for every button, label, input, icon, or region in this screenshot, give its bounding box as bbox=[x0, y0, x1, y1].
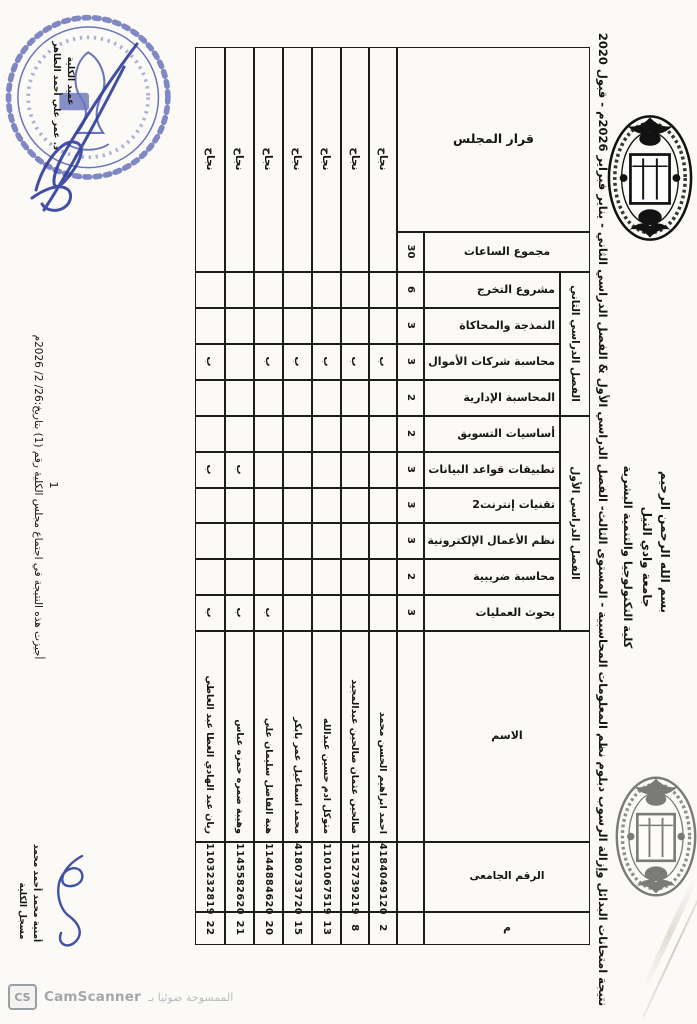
grade-cell-text bbox=[226, 345, 252, 378]
grade-cell-text bbox=[313, 309, 339, 342]
decision-cell-text: نجاح bbox=[349, 147, 361, 171]
id-header bbox=[424, 842, 590, 912]
serial-header-text: م bbox=[503, 922, 511, 934]
grade-cell-text bbox=[226, 489, 252, 521]
student-id-cell-text: 4184049120 bbox=[377, 843, 388, 916]
course-name-cell-text: أساسيات التسويق bbox=[457, 427, 555, 440]
grade-cell bbox=[312, 523, 341, 559]
course-hours-cell bbox=[397, 380, 424, 416]
grade-cell bbox=[225, 523, 254, 559]
student-id-cell bbox=[283, 842, 312, 916]
grade-cell bbox=[225, 344, 254, 380]
student-name-cell bbox=[254, 631, 283, 842]
grade-cell bbox=[195, 416, 225, 452]
grade-cell-text bbox=[226, 417, 252, 450]
grade-cell bbox=[341, 308, 369, 344]
student-serial-cell-text: 22 bbox=[204, 920, 215, 936]
grade-cell-text bbox=[313, 489, 339, 521]
grade-cell bbox=[254, 380, 283, 416]
grade-cell-text bbox=[342, 489, 367, 521]
grade-cell-text bbox=[255, 381, 281, 414]
grade-cell bbox=[225, 595, 254, 631]
grade-cell-text bbox=[196, 381, 223, 414]
total-hours-header bbox=[424, 232, 590, 272]
student-serial-cell-text: 20 bbox=[263, 920, 274, 936]
grade-cell bbox=[369, 595, 397, 631]
course-hours-cell-text: 2 bbox=[405, 394, 416, 401]
grade-cell-text: ب bbox=[263, 607, 274, 618]
total-hours-header-text: مجموع الساعات bbox=[463, 245, 551, 258]
grade-cell-text bbox=[255, 309, 281, 342]
grade-cell bbox=[369, 272, 397, 308]
grade-cell bbox=[341, 559, 369, 595]
course-name-cell bbox=[424, 452, 560, 488]
grade-cell-text bbox=[196, 524, 223, 557]
result-title-line bbox=[593, 32, 613, 1007]
decision-cell bbox=[283, 47, 312, 272]
grade-cell-text: ب bbox=[234, 607, 245, 618]
student-name-cell-text: احمد ابراهيم الحسن محمد bbox=[377, 711, 388, 834]
student-id-cell-text: 1145582620 bbox=[234, 843, 245, 916]
registrar-name-line-text: أمنية محمد أحمد محمد bbox=[31, 843, 41, 943]
grade-cell-text bbox=[370, 453, 395, 486]
basmala-line-text: بسم الله الرحمن الرحيم bbox=[658, 470, 672, 613]
course-name-cell-text: محاسبة ضريبية bbox=[473, 570, 555, 583]
course-hours-cell bbox=[397, 523, 424, 559]
basmala-line bbox=[655, 470, 674, 613]
registrar-title-line bbox=[15, 880, 28, 942]
serial-header bbox=[424, 912, 590, 945]
registrar-signature bbox=[40, 848, 95, 948]
student-id-cell bbox=[369, 842, 397, 916]
grade-cell bbox=[341, 488, 369, 523]
grade-cell-text bbox=[313, 453, 339, 486]
grade-cell bbox=[283, 559, 312, 595]
course-hours-cell-text: 6 bbox=[405, 286, 416, 293]
grade-cell bbox=[254, 595, 283, 631]
grade-cell bbox=[341, 452, 369, 488]
student-serial-cell bbox=[254, 912, 283, 945]
name-header-text: الاسم bbox=[491, 729, 523, 742]
registrar-name-line bbox=[29, 843, 42, 943]
decision-cell-text: نجاح bbox=[233, 147, 245, 171]
grade-cell-text bbox=[342, 381, 367, 414]
student-name-cell-text: هبة الفاضل سليمان علي bbox=[263, 717, 274, 834]
grade-cell-text bbox=[313, 524, 339, 557]
student-id-cell-text: 1152739219 bbox=[349, 843, 360, 916]
grade-cell-text bbox=[196, 273, 223, 306]
grade-cell-text bbox=[370, 309, 395, 342]
grade-cell bbox=[312, 416, 341, 452]
grade-cell-text bbox=[370, 596, 395, 629]
grade-cell-text bbox=[313, 596, 339, 629]
grade-cell-text bbox=[370, 489, 395, 521]
approval-line-text: أجيزت هذه النتيجة في اجتماع مجلس الكلية رقم (1) بتاريخ:26/ 2/ 2026م bbox=[32, 334, 44, 660]
decision-cell bbox=[254, 47, 283, 272]
grade-cell bbox=[254, 416, 283, 452]
student-serial-cell bbox=[369, 912, 397, 945]
grade-cell bbox=[225, 488, 254, 523]
grade-cell bbox=[254, 344, 283, 380]
grade-cell-text bbox=[370, 273, 395, 306]
course-name-cell-text: المحاسبة الإدارية bbox=[463, 391, 555, 404]
grade-cell-text bbox=[284, 381, 310, 414]
grade-cell-text bbox=[284, 309, 310, 342]
grade-cell bbox=[195, 595, 225, 631]
decision-cell bbox=[312, 47, 341, 272]
grade-cell bbox=[369, 452, 397, 488]
course-name-cell-text: بحوث العمليات bbox=[475, 606, 555, 619]
registrar-title-line-text: مسجل الكلية bbox=[17, 882, 27, 940]
university-line bbox=[638, 487, 656, 627]
grade-cell bbox=[254, 272, 283, 308]
student-name-cell-text: محمد اسماعيل عمر بابكر bbox=[292, 717, 303, 834]
student-name-cell-text: صالحين عثمان صالحين عبدالمجيد bbox=[349, 679, 360, 834]
grade-cell bbox=[195, 523, 225, 559]
student-name-cell bbox=[341, 631, 369, 842]
grade-cell bbox=[341, 416, 369, 452]
grade-cell bbox=[369, 380, 397, 416]
grade-cell bbox=[312, 344, 341, 380]
student-serial-cell bbox=[341, 912, 369, 945]
student-serial-cell bbox=[225, 912, 254, 945]
grade-cell-text bbox=[313, 381, 339, 414]
grade-cell bbox=[225, 452, 254, 488]
semester-1-label-text: الفصل الدراسي الأول bbox=[569, 466, 581, 580]
id-header-text: الرقم الجامعى bbox=[469, 870, 545, 882]
student-name-cell-text: ريان عبد الهادي العطا عبد العاطي bbox=[204, 675, 215, 834]
course-hours-cell bbox=[397, 595, 424, 631]
grade-cell-text: ب bbox=[234, 464, 245, 475]
grade-cell bbox=[341, 595, 369, 631]
grade-cell-text bbox=[284, 560, 310, 593]
grade-cell-text bbox=[255, 417, 281, 450]
student-name-cell bbox=[369, 631, 397, 842]
grade-cell bbox=[312, 488, 341, 523]
grade-cell-text bbox=[226, 524, 252, 557]
grade-cell bbox=[312, 452, 341, 488]
grade-cell bbox=[254, 488, 283, 523]
course-hours-cell-text: 3 bbox=[405, 609, 416, 616]
grade-cell-text: ب bbox=[263, 356, 274, 367]
grade-cell bbox=[341, 523, 369, 559]
student-serial-cell bbox=[283, 912, 312, 945]
grade-cell-text bbox=[313, 560, 339, 593]
total-hours-value bbox=[397, 232, 424, 272]
grade-cell-text bbox=[313, 273, 339, 306]
course-hours-cell-text: 2 bbox=[405, 430, 416, 437]
course-hours-cell-text: 2 bbox=[405, 573, 416, 580]
grade-cell-text bbox=[226, 560, 252, 593]
dean-signature bbox=[12, 32, 162, 212]
decision-cell-text: نجاح bbox=[377, 147, 389, 171]
grade-cell-text bbox=[370, 560, 395, 593]
total-hours-value-text: 30 bbox=[405, 244, 416, 259]
council-decision-header-text: قرار المجلس bbox=[453, 131, 534, 146]
grade-cell bbox=[341, 380, 369, 416]
grade-cell-text bbox=[226, 309, 252, 342]
course-name-cell bbox=[424, 272, 560, 308]
hours-col-spacer-names bbox=[397, 631, 424, 842]
grade-cell bbox=[312, 595, 341, 631]
camscanner-brand-text: CamScanner bbox=[44, 989, 141, 1005]
dean-name-line bbox=[49, 38, 63, 153]
grade-cell bbox=[312, 308, 341, 344]
student-id-cell bbox=[254, 842, 283, 916]
grade-cell bbox=[225, 559, 254, 595]
result-title-line-text: نتيجة امتحانات البدائل وإزالة الرسوب دبلوم نظم المعلومات المحاسبية - المستوى الثالث- الفصل الدراسي الأول & الفصل الدراسي الثاني - يناير فبراير 2026م - قبول 2020 bbox=[596, 32, 610, 1007]
grade-cell bbox=[369, 308, 397, 344]
course-hours-cell bbox=[397, 308, 424, 344]
university-line-text: جامعة وادي النيل bbox=[640, 506, 654, 608]
grade-cell bbox=[283, 308, 312, 344]
dean-title-line bbox=[63, 46, 76, 116]
grade-cell bbox=[254, 559, 283, 595]
grade-cell bbox=[283, 380, 312, 416]
grade-cell-text bbox=[255, 489, 281, 521]
grade-cell-text bbox=[255, 560, 281, 593]
semester-1-label bbox=[560, 416, 590, 631]
course-name-cell bbox=[424, 595, 560, 631]
scan-crease-line bbox=[642, 881, 697, 1018]
grade-cell-text: ب bbox=[377, 356, 388, 367]
course-hours-cell bbox=[397, 272, 424, 308]
grade-cell bbox=[369, 488, 397, 523]
decision-cell-text: نجاح bbox=[262, 147, 274, 171]
student-name-cell-text: وهيبة ضمره حمزه عباس bbox=[234, 719, 245, 834]
grade-cell bbox=[195, 380, 225, 416]
student-name-cell bbox=[225, 631, 254, 842]
approval-line bbox=[29, 322, 47, 672]
course-name-cell-text: النمذجة والمحاكاة bbox=[459, 319, 555, 332]
grade-cell bbox=[369, 416, 397, 452]
grade-cell bbox=[195, 344, 225, 380]
decision-cell bbox=[369, 47, 397, 272]
student-serial-cell-text: 15 bbox=[292, 920, 303, 936]
grade-cell-text: ب bbox=[292, 356, 303, 367]
grade-cell bbox=[341, 272, 369, 308]
grade-cell bbox=[225, 380, 254, 416]
student-serial-cell-text: 8 bbox=[349, 924, 360, 932]
course-hours-cell bbox=[397, 559, 424, 595]
grade-cell-text: ب bbox=[204, 464, 215, 475]
grade-cell-text bbox=[284, 273, 310, 306]
grade-cell bbox=[283, 344, 312, 380]
grade-cell bbox=[312, 380, 341, 416]
grade-cell bbox=[195, 559, 225, 595]
grade-cell-text bbox=[284, 596, 310, 629]
semester-2-label bbox=[560, 272, 590, 416]
student-id-cell bbox=[225, 842, 254, 916]
grade-cell-text bbox=[342, 273, 367, 306]
grade-cell bbox=[369, 523, 397, 559]
decision-cell bbox=[225, 47, 254, 272]
student-serial-cell-text: 13 bbox=[321, 920, 332, 936]
grade-cell bbox=[341, 344, 369, 380]
course-name-cell bbox=[424, 488, 560, 523]
grade-cell-text: ب bbox=[321, 356, 332, 367]
grade-cell-text bbox=[342, 524, 367, 557]
grade-cell-text: ب bbox=[349, 356, 360, 367]
course-hours-cell bbox=[397, 416, 424, 452]
faculty-line bbox=[618, 458, 637, 656]
course-hours-cell-text: 3 bbox=[405, 466, 416, 473]
grade-cell bbox=[369, 559, 397, 595]
student-serial-cell bbox=[312, 912, 341, 945]
camscanner-logo-icon: CS bbox=[8, 984, 37, 1010]
grade-cell-text: ب bbox=[204, 356, 215, 367]
student-id-cell bbox=[195, 842, 225, 916]
grade-cell-text bbox=[284, 489, 310, 521]
grade-cell bbox=[225, 416, 254, 452]
student-id-cell-text: 1103232819 bbox=[204, 843, 215, 916]
student-serial-cell-text: 2 bbox=[377, 924, 388, 932]
grade-cell-text bbox=[370, 381, 395, 414]
grade-cell-text bbox=[255, 453, 281, 486]
course-name-cell bbox=[424, 344, 560, 380]
grade-cell-text bbox=[255, 524, 281, 557]
semester-2-label-text: الفصل الدراسي الثاني bbox=[569, 285, 581, 402]
grade-cell bbox=[254, 523, 283, 559]
dean-name-line-text: د. عمر علي أحمد الطاهر bbox=[51, 41, 61, 150]
course-hours-cell-text: 3 bbox=[405, 501, 416, 509]
council-decision-header bbox=[397, 47, 590, 232]
student-name-cell bbox=[283, 631, 312, 842]
course-name-cell bbox=[424, 416, 560, 452]
decision-cell bbox=[195, 47, 225, 272]
grade-cell bbox=[283, 523, 312, 559]
grade-cell-text bbox=[255, 273, 281, 306]
course-hours-cell-text: 3 bbox=[405, 322, 416, 329]
dean-title-line-text: عميد الكلية bbox=[65, 56, 75, 106]
decision-cell-text: نجاح bbox=[320, 147, 332, 171]
grade-cell-text bbox=[342, 560, 367, 593]
grade-cell-text bbox=[284, 453, 310, 486]
grade-cell bbox=[195, 488, 225, 523]
grade-cell bbox=[312, 559, 341, 595]
grade-cell-text bbox=[342, 596, 367, 629]
university-emblem-watermark-icon bbox=[614, 773, 697, 901]
grade-cell bbox=[283, 452, 312, 488]
approval-number-text: 1 bbox=[47, 481, 60, 489]
course-name-cell-text: تطبيقات قواعد البيانات bbox=[428, 463, 555, 476]
course-hours-cell bbox=[397, 452, 424, 488]
faculty-line-text: كلية التكنولوجيا والتنمية البشرية bbox=[621, 465, 635, 649]
student-serial-cell bbox=[195, 912, 225, 945]
decision-cell-text: نجاح bbox=[204, 147, 216, 171]
course-name-cell bbox=[424, 559, 560, 595]
grade-cell-text bbox=[284, 524, 310, 557]
grade-cell-text bbox=[226, 273, 252, 306]
hours-col-spacer-ids bbox=[397, 842, 424, 912]
student-name-cell bbox=[312, 631, 341, 842]
course-hours-cell-text: 3 bbox=[405, 358, 416, 365]
grade-cell-text bbox=[196, 417, 223, 450]
course-hours-cell bbox=[397, 488, 424, 523]
grade-cell-text bbox=[226, 381, 252, 414]
grade-cell-text bbox=[342, 453, 367, 486]
student-id-cell-text: 1144884620 bbox=[263, 843, 274, 916]
grade-cell-text bbox=[342, 417, 367, 450]
grade-cell-text bbox=[284, 417, 310, 450]
course-name-cell bbox=[424, 308, 560, 344]
grade-cell-text bbox=[196, 309, 223, 342]
hours-col-spacer-serial bbox=[397, 912, 424, 945]
grade-cell-text bbox=[196, 489, 223, 521]
approval-number bbox=[46, 472, 60, 498]
student-id-cell bbox=[341, 842, 369, 916]
student-id-cell bbox=[312, 842, 341, 916]
grade-cell bbox=[225, 272, 254, 308]
camscanner-arabic-text: الممسوحة ضوئيا بـ bbox=[147, 990, 234, 1004]
grade-cell-text bbox=[342, 309, 367, 342]
course-name-cell-text: محاسبة شركات الأموال bbox=[428, 355, 555, 368]
student-id-cell-text: 4180733720 bbox=[292, 843, 303, 916]
grade-cell bbox=[225, 308, 254, 344]
student-name-cell bbox=[195, 631, 225, 842]
grade-cell-text: ب bbox=[204, 607, 215, 618]
grade-cell bbox=[195, 308, 225, 344]
student-id-cell-text: 1101067519 bbox=[321, 843, 332, 916]
grade-cell-text bbox=[196, 560, 223, 593]
decision-cell bbox=[341, 47, 369, 272]
decision-cell-text: نجاح bbox=[291, 147, 303, 171]
student-name-cell-text: متوكل ادم حسين عبدالله bbox=[321, 718, 332, 834]
student-serial-cell-text: 21 bbox=[234, 920, 245, 936]
grade-cell-text bbox=[370, 417, 395, 450]
course-name-cell bbox=[424, 523, 560, 559]
university-emblem-icon bbox=[606, 112, 694, 245]
course-name-cell-text: نظم الأعمال الإلكترونية bbox=[427, 534, 555, 547]
grade-cell bbox=[195, 452, 225, 488]
grade-cell bbox=[312, 272, 341, 308]
course-name-cell-text: مشروع التخرج bbox=[476, 283, 555, 296]
grade-cell-text bbox=[370, 524, 395, 557]
name-header bbox=[424, 631, 590, 842]
course-hours-cell-text: 3 bbox=[405, 537, 416, 544]
grade-cell bbox=[195, 272, 225, 308]
grade-cell bbox=[369, 344, 397, 380]
course-hours-cell bbox=[397, 344, 424, 380]
course-name-cell bbox=[424, 380, 560, 416]
grade-cell bbox=[254, 452, 283, 488]
grade-cell-text bbox=[313, 417, 339, 450]
grade-cell bbox=[283, 416, 312, 452]
grade-cell bbox=[283, 595, 312, 631]
camscanner-watermark bbox=[8, 984, 233, 1010]
grade-cell bbox=[283, 272, 312, 308]
grade-cell bbox=[283, 488, 312, 523]
grade-cell bbox=[254, 308, 283, 344]
course-name-cell-text: تقنيات إنترنت2 bbox=[472, 498, 555, 511]
